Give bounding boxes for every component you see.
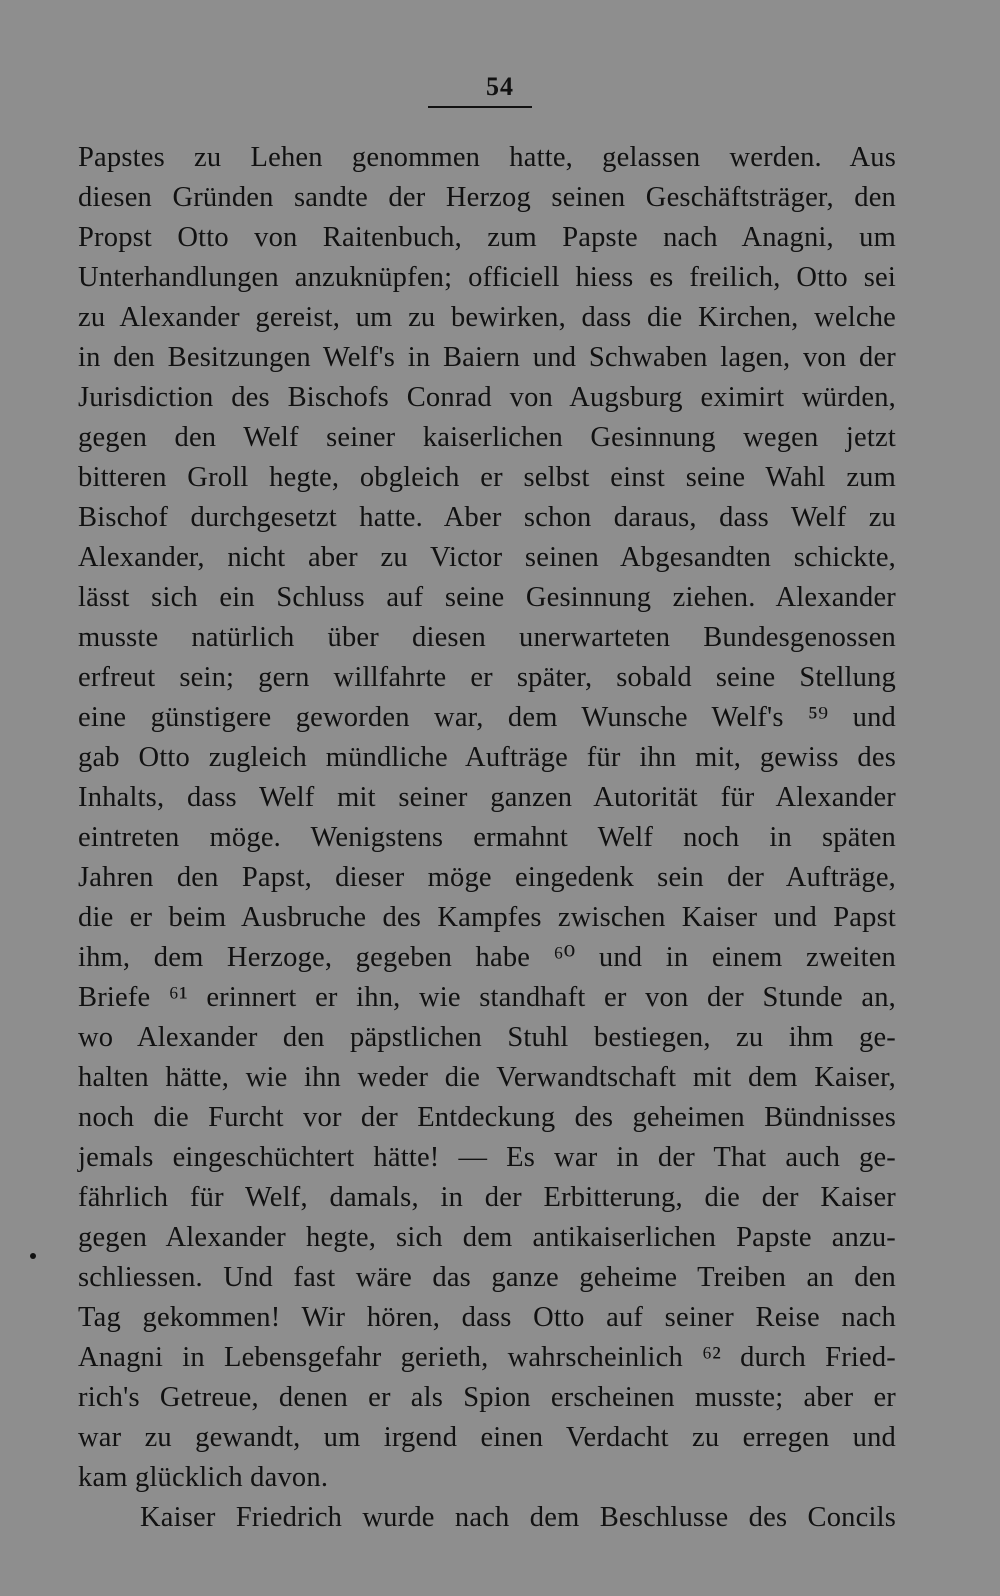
text-line: eine günstigere geworden war, dem Wunsche Welf's ⁵⁹ und (78, 702, 896, 733)
text-line: bitteren Groll hegte, obgleich er selbst einst seine Wahl zum (78, 462, 896, 493)
text-line: lässt sich ein Schluss auf seine Gesinnung ziehen. Alexander (78, 582, 896, 613)
stray-dot (30, 1253, 36, 1259)
text-line: gegen den Welf seiner kaiserlichen Gesinnung wegen jetzt (78, 422, 896, 453)
text-line: war zu gewandt, um irgend einen Verdacht zu erregen und (78, 1422, 896, 1453)
text-line: Kaiser Friedrich wurde nach dem Beschlusse des Concils (140, 1502, 896, 1533)
text-line: Jahren den Papst, dieser möge eingedenk sein der Aufträge, (78, 862, 896, 893)
text-line: diesen Gründen sandte der Herzog seinen Geschäftsträger, den (78, 182, 896, 213)
text-line: Papstes zu Lehen genommen hatte, gelassen werden. Aus (78, 142, 896, 173)
text-line: Tag gekommen! Wir hören, dass Otto auf seiner Reise nach (78, 1302, 896, 1333)
text-line: fährlich für Welf, damals, in der Erbitterung, die der Kaiser (78, 1182, 896, 1213)
text-line: Unterhandlungen anzuknüpfen; officiell hiess es freilich, Otto sei (78, 262, 896, 293)
text-line: Bischof durchgesetzt hatte. Aber schon daraus, dass Welf zu (78, 502, 896, 533)
text-line: gab Otto zugleich mündliche Aufträge für ihn mit, gewiss des (78, 742, 896, 773)
text-line: die er beim Ausbruche des Kampfes zwischen Kaiser und Papst (78, 902, 896, 933)
text-line: halten hätte, wie ihn weder die Verwandtschaft mit dem Kaiser, (78, 1062, 896, 1093)
text-line: jemals eingeschüchtert hätte! — Es war in der That auch ge- (78, 1142, 896, 1173)
text-line: schliessen. Und fast wäre das ganze geheime Treiben an den (78, 1262, 896, 1293)
text-line: Propst Otto von Raitenbuch, zum Papste nach Anagni, um (78, 222, 896, 253)
page-number: 54 (486, 72, 514, 101)
page-number-rule (428, 106, 532, 108)
text-line: zu Alexander gereist, um zu bewirken, dass die Kirchen, welche (78, 302, 896, 333)
text-line: wo Alexander den päpstlichen Stuhl bestiegen, zu ihm ge- (78, 1022, 896, 1053)
text-line: ihm, dem Herzoge, gegeben habe ⁶⁰ und in einem zweiten (78, 942, 896, 973)
text-line: erfreut sein; gern willfahrte er später, sobald seine Stellung (78, 662, 896, 693)
text-line: in den Besitzungen Welf's in Baiern und Schwaben lagen, von der (78, 342, 896, 373)
body-text (78, 138, 896, 1538)
text-line: musste natürlich über diesen unerwarteten Bundesgenossen (78, 622, 896, 653)
text-line: gegen Alexander hegte, sich dem antikaiserlichen Papste anzu- (78, 1222, 896, 1253)
text-line: rich's Getreue, denen er als Spion erscheinen musste; aber er (78, 1382, 896, 1413)
text-line: Briefe ⁶¹ erinnert er ihn, wie standhaft er von der Stunde an, (78, 982, 896, 1013)
text-line: noch die Furcht vor der Entdeckung des geheimen Bündnisses (78, 1102, 896, 1133)
text-line: eintreten möge. Wenigstens ermahnt Welf noch in späten (78, 822, 896, 853)
text-line: Anagni in Lebensgefahr gerieth, wahrscheinlich ⁶² durch Fried- (78, 1342, 896, 1373)
text-line: kam glücklich davon. (78, 1462, 329, 1493)
text-line: Alexander, nicht aber zu Victor seinen Abgesandten schickte, (78, 542, 896, 573)
text-line: Jurisdiction des Bischofs Conrad von Augsburg eximirt würden, (78, 382, 896, 413)
text-line: Inhalts, dass Welf mit seiner ganzen Autorität für Alexander (78, 782, 896, 813)
